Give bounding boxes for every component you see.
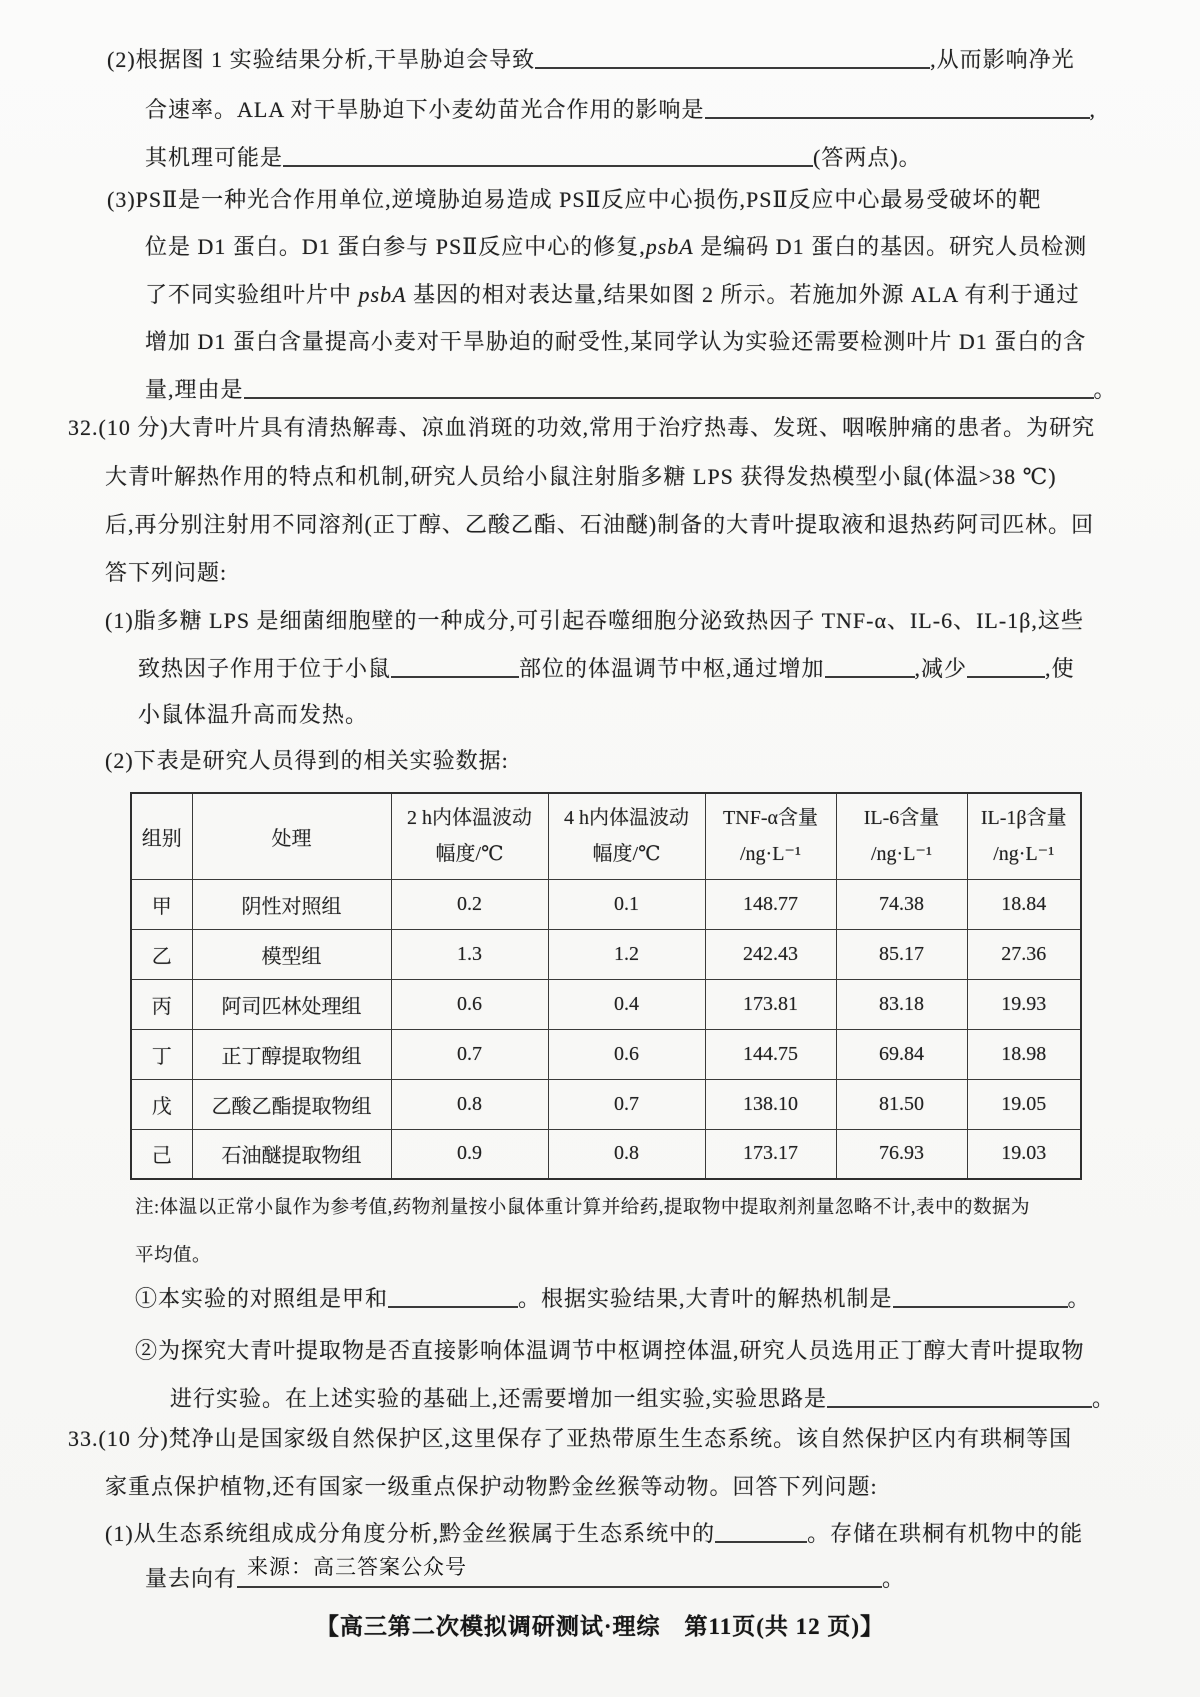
q31-part3-line1 xyxy=(107,184,1041,216)
cell-treatment: 阴性对照组 xyxy=(192,879,391,929)
text-run: 基因的相对表达量,结果如图 2 所示。若施加外源 ALA 有利于通过 xyxy=(406,282,1080,307)
cell-tnf: 144.75 xyxy=(705,1029,836,1079)
gene-name-italic: psbA xyxy=(645,234,694,259)
text-run: 了不同实验组叶片中 xyxy=(145,282,359,307)
table-row xyxy=(131,1129,1081,1179)
cell-il1b: 18.98 xyxy=(967,1029,1081,1079)
cell-2h: 0.2 xyxy=(391,879,548,929)
q32-part1-line2 xyxy=(138,653,1075,685)
text-run: 致热因子作用于位于小鼠 xyxy=(138,656,392,681)
text-run: 32.(10 分)大青叶片具有清热解毒、凉血消斑的功效,常用于治疗热毒、发斑、咽喉肿痛的患者。为研究 xyxy=(68,415,1096,440)
cell-il1b: 27.36 xyxy=(967,929,1081,979)
cell-group: 甲 xyxy=(131,879,192,929)
q32-part1-line1 xyxy=(105,605,1084,637)
q32-intro-line2 xyxy=(105,461,1057,493)
header-4h: 4 h内体温波动 幅度/℃ xyxy=(548,793,705,879)
cell-2h: 1.3 xyxy=(391,929,548,979)
text-run: (3)PSⅡ是一种光合作用单位,逆境胁迫易造成 PSⅡ反应中心损伤,PSⅡ反应中心最易受破坏的靶 xyxy=(107,187,1042,212)
cell-4h: 0.8 xyxy=(548,1129,705,1179)
text-run: ,使 xyxy=(1045,656,1075,681)
text-run: ,减少 xyxy=(914,656,968,681)
text-run: ①本实验的对照组是甲和 xyxy=(135,1286,389,1311)
cell-2h: 0.7 xyxy=(391,1029,548,1079)
cell-4h: 1.2 xyxy=(548,929,705,979)
cell-2h: 0.9 xyxy=(391,1129,548,1179)
cell-il6: 85.17 xyxy=(836,929,967,979)
text-run: (答两点)。 xyxy=(813,145,922,170)
cell-4h: 0.1 xyxy=(548,879,705,929)
text-run: 答下列问题: xyxy=(105,560,228,585)
text-run: 合速率。ALA 对干旱胁迫下小麦幼苗光合作用的影响是 xyxy=(145,97,705,122)
cell-4h: 0.4 xyxy=(548,979,705,1029)
text-run: 家重点保护植物,还有国家一级重点保护动物黔金丝猴等动物。回答下列问题: xyxy=(105,1474,878,1499)
answer-blank xyxy=(827,1403,1092,1408)
table-row xyxy=(131,1079,1081,1129)
text-run: 其机理可能是 xyxy=(145,145,284,170)
q31-part3-line4 xyxy=(145,326,1086,358)
q33-intro-line2 xyxy=(105,1471,878,1503)
q32-sub1-line xyxy=(135,1283,1091,1315)
cell-il6: 74.38 xyxy=(836,879,967,929)
q32-intro-line4 xyxy=(105,557,227,589)
cell-group: 丁 xyxy=(131,1029,192,1079)
text-run: 。 xyxy=(1092,1386,1116,1411)
table-note-line2 xyxy=(135,1240,211,1272)
text-run: 。 xyxy=(1067,1286,1091,1311)
cell-il6: 76.93 xyxy=(836,1129,967,1179)
header-il6: IL-6含量 /ng·L⁻¹ xyxy=(836,793,967,879)
cell-il6: 69.84 xyxy=(836,1029,967,1079)
text-run: 部位的体温调节中枢,通过增加 xyxy=(519,656,825,681)
answer-blank xyxy=(391,673,519,678)
text-run: 。存储在珙桐有机物中的能 xyxy=(807,1521,1084,1546)
cell-tnf: 138.10 xyxy=(705,1079,836,1129)
cell-tnf: 173.81 xyxy=(705,979,836,1029)
q31-part2-line2 xyxy=(145,94,1096,126)
text-run: 后,再分别注射用不同溶剂(正丁醇、乙酸乙酯、石油醚)制备的大青叶提取液和退热药阿司匹林。回 xyxy=(105,512,1095,537)
text-run: 量,理由是 xyxy=(145,377,244,402)
q32-sub2-line2 xyxy=(170,1383,1115,1415)
cell-group: 乙 xyxy=(131,929,192,979)
text-run: 是编码 D1 蛋白的基因。研究人员检测 xyxy=(693,234,1088,259)
table-note-line1 xyxy=(135,1192,1030,1224)
q32-part2-intro xyxy=(105,745,509,777)
cell-treatment: 石油醚提取物组 xyxy=(192,1129,391,1179)
cell-il1b: 19.93 xyxy=(967,979,1081,1029)
cell-group: 戊 xyxy=(131,1079,192,1129)
cell-2h: 0.6 xyxy=(391,979,548,1029)
cell-tnf: 173.17 xyxy=(705,1129,836,1179)
table-row xyxy=(131,879,1081,929)
answer-blank xyxy=(237,1556,882,1588)
text-run: 进行实验。在上述实验的基础上,还需要增加一组实验,实验思路是 xyxy=(170,1386,828,1411)
table-row xyxy=(131,1029,1081,1079)
cell-group: 己 xyxy=(131,1129,192,1179)
text-run: (2)下表是研究人员得到的相关实验数据: xyxy=(105,748,509,773)
q32-part1-line3 xyxy=(138,699,368,731)
q31-part2-line1 xyxy=(107,44,1075,76)
table-row xyxy=(131,929,1081,979)
q31-part3-line5 xyxy=(145,374,1117,406)
answer-blank xyxy=(825,673,915,678)
q31-part2-line3 xyxy=(145,142,922,174)
q31-part3-line2 xyxy=(145,231,1087,263)
cell-4h: 0.7 xyxy=(548,1079,705,1129)
answer-blank xyxy=(283,162,813,167)
cell-2h: 0.8 xyxy=(391,1079,548,1129)
source-watermark: 来源：高三答案公众号 xyxy=(247,1556,468,1579)
cell-il1b: 19.05 xyxy=(967,1079,1081,1129)
header-2h: 2 h内体温波动 幅度/℃ xyxy=(391,793,548,879)
cell-group: 丙 xyxy=(131,979,192,1029)
text-run: 。 xyxy=(882,1566,906,1591)
footer-text: 【高三第二次模拟调研测试·理综 第11页(共 12 页)】 xyxy=(315,1614,885,1639)
table-row xyxy=(131,979,1081,1029)
text-run: 量去向有 xyxy=(145,1566,238,1591)
q31-part3-line3 xyxy=(145,279,1080,311)
page-footer xyxy=(0,1608,1200,1641)
text-run: ②为探究大青叶提取物是否直接影响体温调节中枢调控体温,研究人员选用正丁醇大青叶提取物 xyxy=(135,1338,1085,1363)
q32-intro-line3 xyxy=(105,509,1094,541)
header-group: 组别 xyxy=(131,793,192,879)
cell-il6: 83.18 xyxy=(836,979,967,1029)
text-run: 。根据实验结果,大青叶的解热机制是 xyxy=(518,1286,893,1311)
cell-treatment: 正丁醇提取物组 xyxy=(192,1029,391,1079)
cell-tnf: 148.77 xyxy=(705,879,836,929)
text-run: 。 xyxy=(1093,377,1117,402)
cell-treatment: 阿司匹林处理组 xyxy=(192,979,391,1029)
header-treatment: 处理 xyxy=(192,793,391,879)
text-run: 小鼠体温升高而发热。 xyxy=(138,702,369,727)
header-il1b: IL-1β含量 /ng·L⁻¹ xyxy=(967,793,1081,879)
text-run: ,从而影响净光 xyxy=(930,47,1075,72)
cell-treatment: 乙酸乙酯提取物组 xyxy=(192,1079,391,1129)
text-run: (1)从生态系统组成成分角度分析,黔金丝猴属于生态系统中的 xyxy=(105,1521,716,1546)
q33-part1-line1 xyxy=(105,1518,1083,1550)
text-run: 33.(10 分)梵净山是国家级自然保护区,这里保存了亚热带原生生态系统。该自然保护区内有珙桐等国 xyxy=(68,1426,1073,1451)
answer-blank xyxy=(715,1538,807,1543)
table-header-row xyxy=(131,793,1081,879)
text-run: , xyxy=(1089,97,1097,122)
text-run: 增加 D1 蛋白含量提高小麦对干旱胁迫的耐受性,某同学认为实验还需要检测叶片 D1 蛋白的含 xyxy=(145,329,1087,354)
gene-name-italic: psbA xyxy=(358,282,407,307)
q32-sub2-line1 xyxy=(135,1335,1085,1367)
answer-blank xyxy=(705,114,1090,119)
text-run: (2)根据图 1 实验结果分析,干旱胁迫会导致 xyxy=(107,47,536,72)
q32-intro-line1 xyxy=(68,412,1095,444)
text-run: 注:体温以正常小鼠作为参考值,药物剂量按小鼠体重计算并给药,提取物中提取剂剂量忽略不计,表中的数据为 xyxy=(135,1198,1031,1218)
text-run: 大青叶解热作用的特点和机制,研究人员给小鼠注射脂多糖 LPS 获得发热模型小鼠(体温>38 ℃) xyxy=(105,464,1057,489)
cell-4h: 0.6 xyxy=(548,1029,705,1079)
answer-blank xyxy=(535,64,930,69)
header-tnf: TNF-α含量 /ng·L⁻¹ xyxy=(705,793,836,879)
q33-intro-line1 xyxy=(68,1423,1072,1455)
cell-il1b: 19.03 xyxy=(967,1129,1081,1179)
text-run: 平均值。 xyxy=(135,1246,212,1266)
answer-blank xyxy=(388,1303,518,1308)
answer-blank xyxy=(244,394,1094,399)
cell-il1b: 18.84 xyxy=(967,879,1081,929)
text-run: (1)脂多糖 LPS 是细菌细胞壁的一种成分,可引起吞噬细胞分泌致热因子 TNF-α、IL-6、IL-1β,这些 xyxy=(105,608,1084,633)
answer-blank xyxy=(893,1303,1068,1308)
text-run: 位是 D1 蛋白。D1 蛋白参与 PSⅡ反应中心的修复, xyxy=(145,234,646,259)
experiment-data-table xyxy=(130,792,1082,1180)
q33-part1-line2 xyxy=(145,1556,906,1595)
answer-blank xyxy=(967,673,1045,678)
cell-treatment: 模型组 xyxy=(192,929,391,979)
cell-il6: 81.50 xyxy=(836,1079,967,1129)
cell-tnf: 242.43 xyxy=(705,929,836,979)
